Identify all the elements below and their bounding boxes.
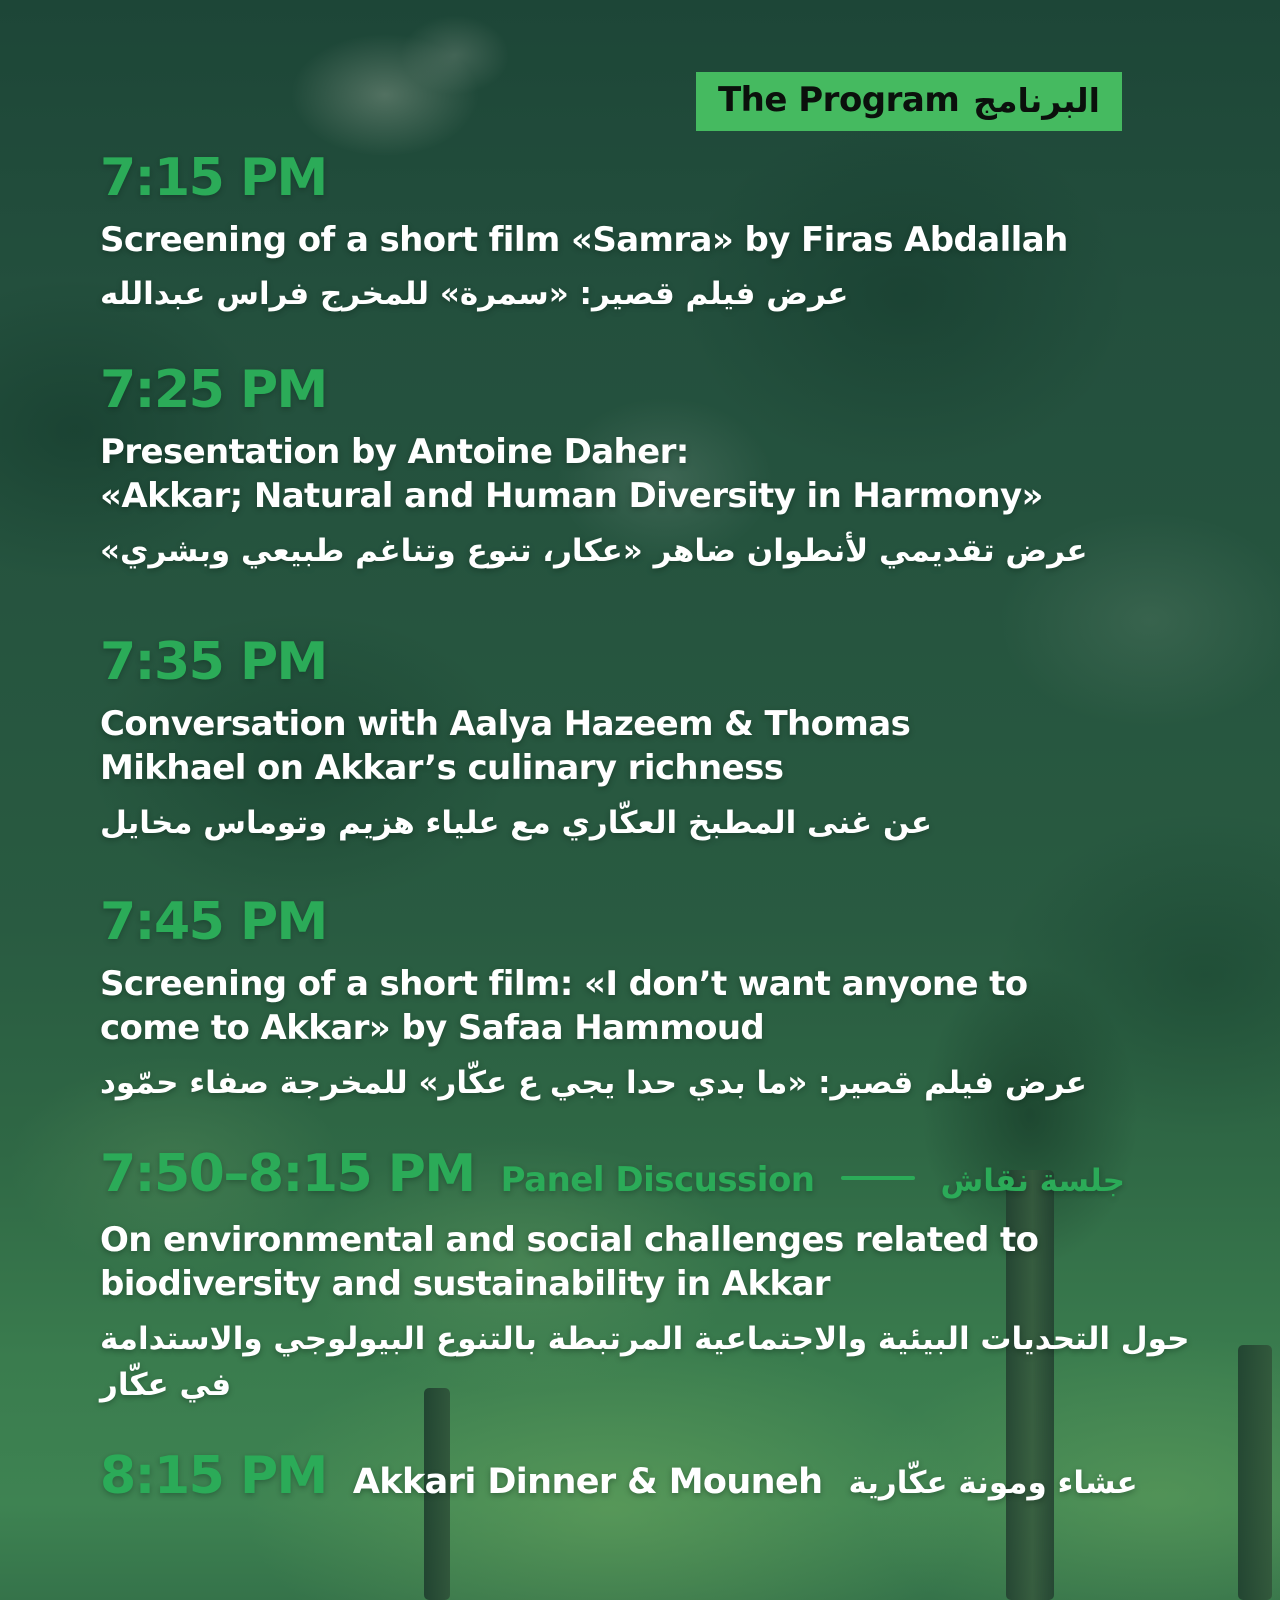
panel-body-line: On environmental and social challenges related to [100, 1220, 1039, 1261]
panel-body [100, 1218, 1220, 1408]
session-735 [100, 634, 1220, 846]
session-dinner [100, 1448, 1220, 1504]
dinner-time: 8:15 PM [100, 1446, 327, 1506]
session-745 [100, 894, 1220, 1106]
session-time: 7:25 PM [100, 360, 327, 420]
dash-divider [841, 1176, 915, 1180]
panel-header-row [100, 1146, 1220, 1202]
panel-label-ar: جلسة نقاش [940, 1163, 1126, 1199]
dinner-label-ar: عشاء ومونة عكّارية [848, 1465, 1138, 1501]
badge-label-ar: البرنامج [973, 80, 1100, 120]
session-title-line: «Akkar; Natural and Human Diversity in Harmony» [100, 476, 1043, 517]
session-title-line: Conversation with Aalya Hazeem & Thomas [100, 704, 911, 745]
panel-label-en: Panel Discussion [500, 1160, 815, 1200]
session-panel-discussion [100, 1146, 1220, 1409]
session-time: 7:35 PM [100, 632, 327, 692]
session-title-line: Presentation by Antoine Daher: [100, 432, 689, 473]
panel-time-range: 7:50–8:15 PM [100, 1144, 475, 1204]
tree-trunk [1238, 1345, 1272, 1600]
session-time: 7:45 PM [100, 892, 327, 952]
session-arabic: عرض تقديمي لأنطوان ضاهر «عكار، تنوع وتناغم طبيعي وبشري» [100, 532, 1088, 569]
session-arabic: عرض فيلم قصير: «سمرة» للمخرج فراس عبدالله [100, 276, 849, 313]
program-badge [696, 72, 1122, 131]
session-title-line: Screening of a short film: «I don’t want anyone to [100, 964, 1028, 1005]
session-arabic: عن غنى المطبخ العكّاري مع علياء هزيم وتوماس مخايل [100, 804, 933, 841]
panel-body-line: biodiversity and sustainability in Akkar [100, 1264, 830, 1305]
badge-label-en: The Program [717, 80, 960, 120]
session-time: 7:15 PM [100, 148, 327, 208]
dinner-label-en: Akkari Dinner & Mouneh [352, 1462, 823, 1502]
panel-arabic: حول التحديات البيئية والاجتماعية المرتبطة بالتنوع البيولوجي والاستدامة في عكّار [100, 1320, 1190, 1404]
dinner-row [100, 1448, 1220, 1504]
session-715 [100, 150, 1220, 318]
session-title-line: Screening of a short film «Samra» by Firas Abdallah [100, 220, 1068, 261]
session-title-line: come to Akkar» by Safaa Hammoud [100, 1008, 765, 1049]
session-title-line: Mikhael on Akkar’s culinary richness [100, 748, 784, 789]
session-725 [100, 362, 1220, 574]
session-arabic: عرض فيلم قصير: «ما بدي حدا يجي ع عكّار» للمخرجة صفاء حمّود [100, 1064, 1087, 1101]
